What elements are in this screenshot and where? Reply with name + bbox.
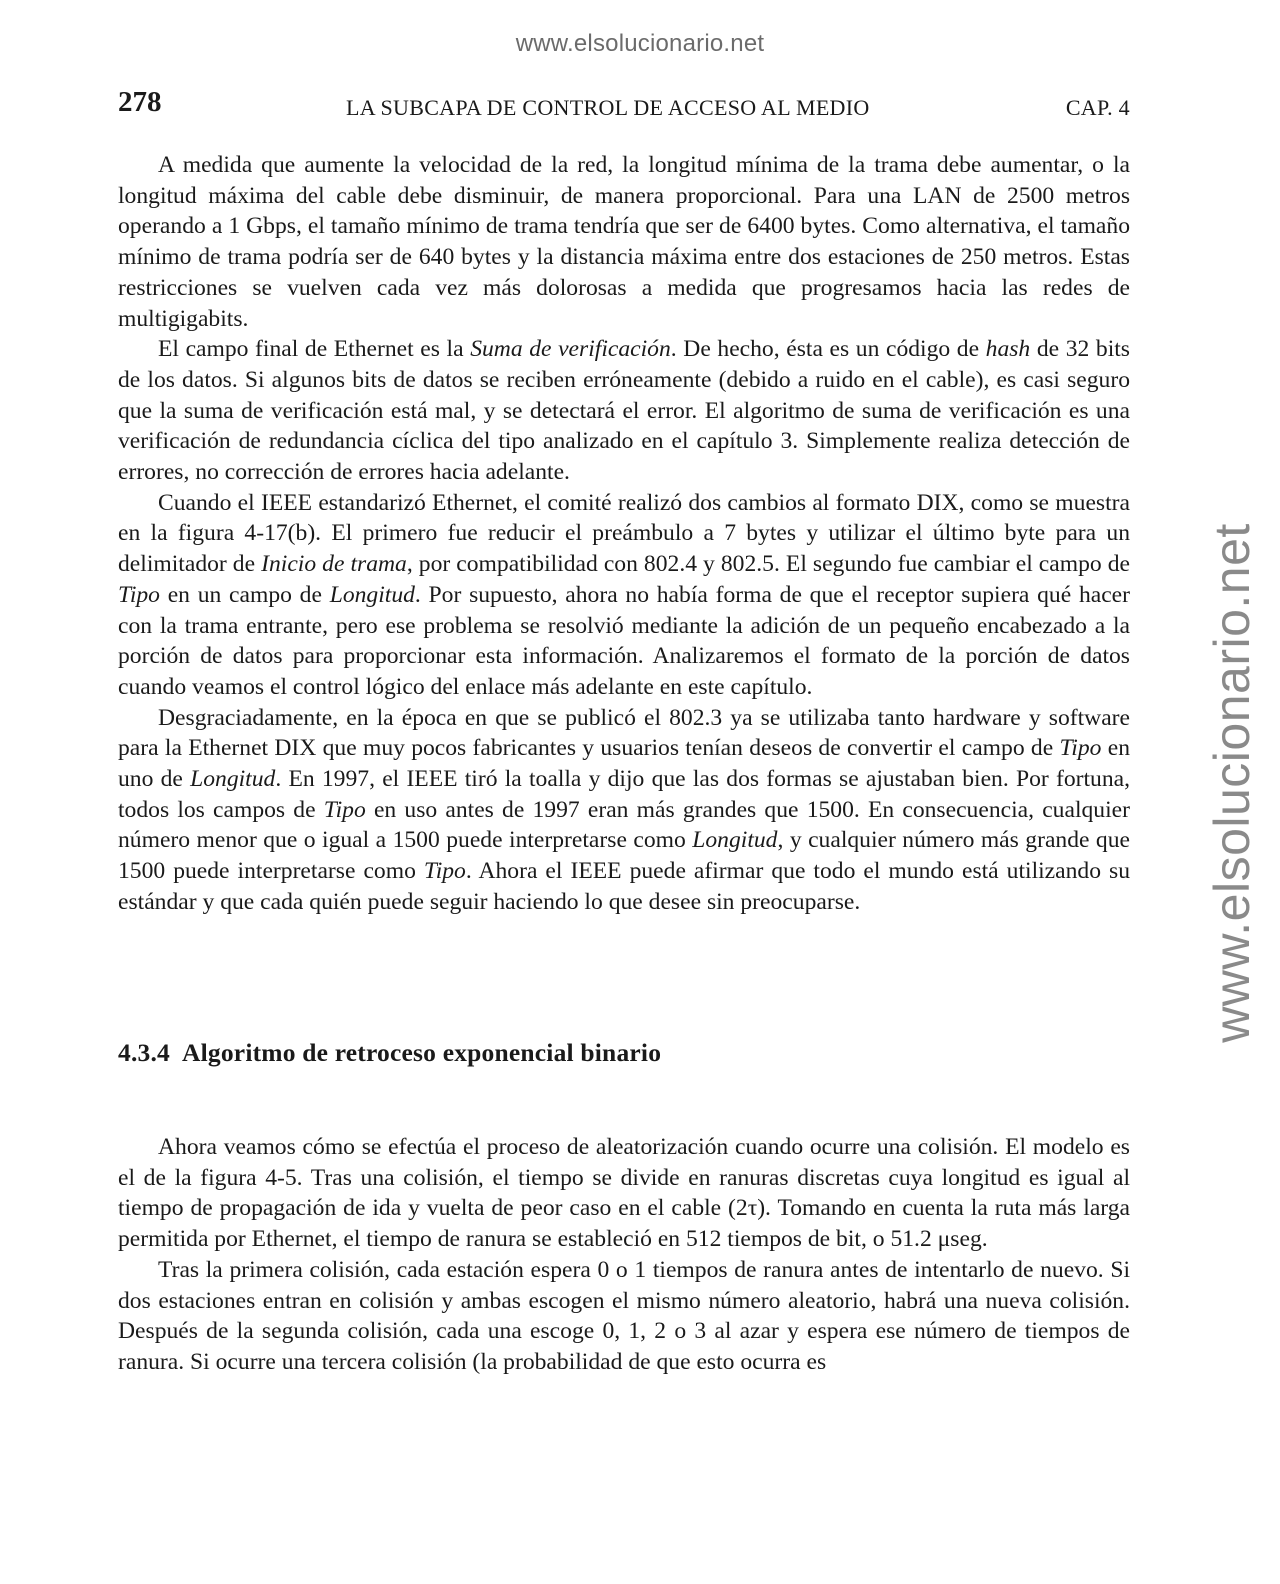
italic-term: Longitud xyxy=(329,581,415,608)
running-title: LA SUBCAPA DE CONTROL DE ACCESO AL MEDIO xyxy=(346,95,870,120)
italic-term: Tipo xyxy=(118,581,160,608)
watermark-side: www.elsolucionario.net xyxy=(1204,523,1260,1043)
italic-term: hash xyxy=(985,336,1031,363)
paragraph: Ahora veamos cómo se efectúa el proceso de aleatorización cuando ocurre una colisión. El modelo es el de la figura 4-5. Tras una colisión, el tiempo se divide en ranuras discretas cuya longitud es igual al tiempo de propagación de ida y vuelta de peor caso en el cable (2τ). Tomando en cuenta la ruta más larga permitida por Ethernet, el tiempo de ranura se estableció en 512 tiempos de bit, o 51.2 μseg. xyxy=(118,1134,1130,1253)
paragraph: A medida que aumente la velocidad de la red, la longitud mínima de la trama debe aumentar, o la longitud máxima del cable debe disminuir, de manera proporcional. Para una LAN de 2500 metros operando a 1 Gbps, el tamaño mínimo de trama tendría que ser de 6400 bytes. Como alternativa, el tamaño mínimo de trama podría ser de 640 bytes y la distancia máxima entre dos estaciones de 250 metros. Estas restricciones se vuelven cada vez más dolorosas a medida que progresamos hacia las redes de multigigabits. xyxy=(118,152,1130,332)
italic-term: Longitud xyxy=(190,766,276,793)
italic-term: Suma de verificación xyxy=(470,336,671,363)
italic-term: Inicio de trama xyxy=(261,551,407,578)
chapter-label: CAP. 4 xyxy=(1065,95,1130,120)
italic-term: Tipo xyxy=(423,858,466,885)
page-number: 278 xyxy=(118,86,162,118)
italic-term: Tipo xyxy=(1059,735,1102,762)
paragraph: Desgraciadamente, en la época en que se publicó el 802.3 ya se utilizaba tanto hardware y software para la Ethernet DIX que muy pocos fabricantes y usuarios tenían deseos de convertir el campo de Tipo en uno de Longitud. En 1997, el IEEE tiró la toalla y dijo que las dos formas se ajustaban bien. Por fortuna, todos los campos de Tipo en uso antes de 1997 eran más grandes que 1500. En consecuencia, cualquier número menor que o igual a 1500 puede interpretarse como Longitud, y cualquier número más grande que 1500 puede interpretarse como Tipo. Ahora el IEEE puede afirmar que todo el mundo está utilizando su estándar y que cada quién puede seguir haciendo lo que desee sin preocuparse. xyxy=(118,704,1131,915)
body-text-after-section xyxy=(118,1132,1130,1378)
italic-term: Tipo xyxy=(323,796,366,823)
body-text-before-section xyxy=(118,150,1130,918)
watermark-top: www.elsolucionario.net xyxy=(515,30,765,57)
section-number: 4.3.4 xyxy=(118,1038,170,1067)
paragraph: El campo final de Ethernet es la Suma de verificación. De hecho, ésta es un código de hash de 32 bits de los datos. Si algunos bits de datos se reciben erróneamente (debido a ruido en el cable), es casi seguro que la suma de verificación está mal, y se detectará el error. El algoritmo de suma de verificación es una verificación de redundancia cíclica del tipo analizado en el capítulo 3. Simplemente realiza detección de errores, no corrección de errores hacia adelante. xyxy=(118,336,1130,486)
running-head xyxy=(118,86,1130,126)
section-heading xyxy=(118,1038,661,1068)
paragraph: Cuando el IEEE estandarizó Ethernet, el comité realizó dos cambios al formato DIX, como se muestra en la figura 4-17(b). El primero fue reducir el preámbulo a 7 bytes y utilizar el último byte para un delimitador de Inicio de trama, por compatibilidad con 802.4 y 802.5. El segundo fue cambiar el campo de Tipo en un campo de Longitud. Por supuesto, ahora no había forma de que el receptor supiera qué hacer con la trama entrante, pero ese problema se resolvió mediante la adición de un pequeño encabezado a la porción de datos para proporcionar esta información. Analizaremos el formato de la porción de datos cuando veamos el control lógico del enlace más adelante en este capítulo. xyxy=(118,489,1131,700)
italic-term: Longitud xyxy=(692,827,778,854)
paragraph: Tras la primera colisión, cada estación espera 0 o 1 tiempos de ranura antes de intentarlo de nuevo. Si dos estaciones entran en colisión y ambas escogen el mismo número aleatorio, habrá una nueva colisión. Después de la segunda colisión, cada una escoge 0, 1, 2 o 3 al azar y espera ese número de tiempos de ranura. Si ocurre una tercera colisión (la probabilidad de que esto ocurra es xyxy=(118,1256,1130,1375)
section-title: Algoritmo de retroceso exponencial binario xyxy=(182,1038,662,1067)
